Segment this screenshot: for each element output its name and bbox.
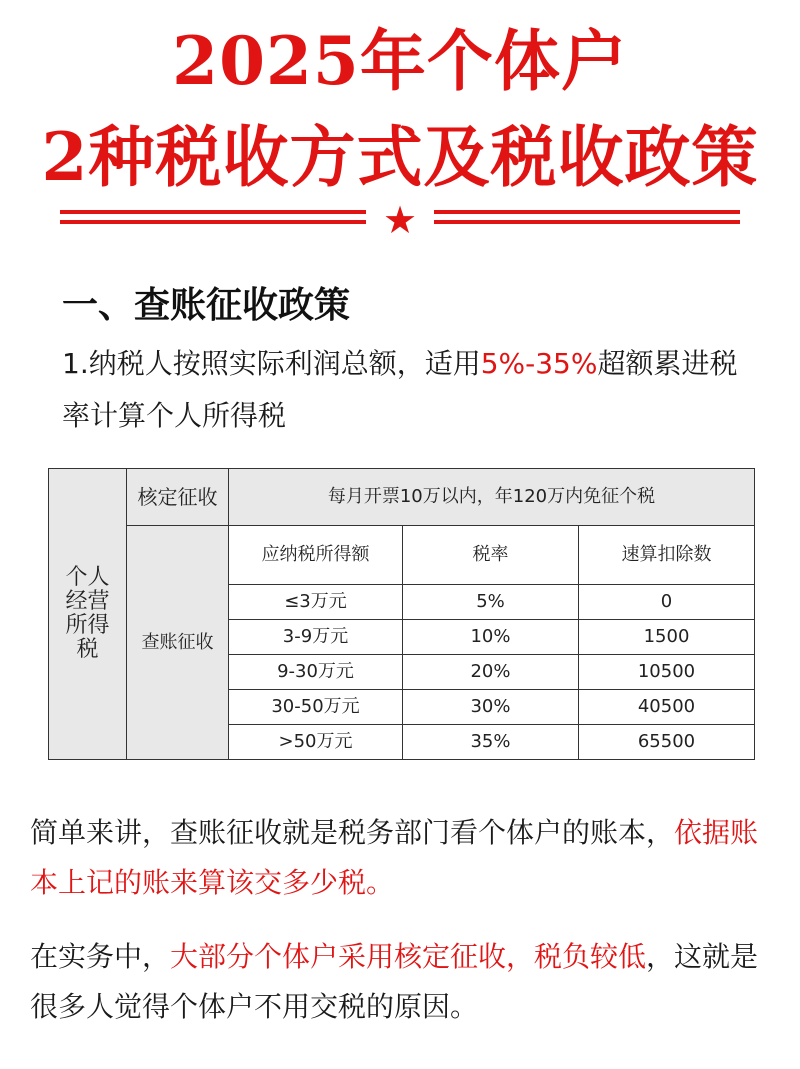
rate-cell: 10% <box>403 620 579 655</box>
practice-text-2: ，这就是很多人觉得个体户不用交税的原因。 <box>30 940 759 1023</box>
category-label: 个人经营所得税 <box>65 565 110 662</box>
divider-bar-left-top <box>60 210 366 214</box>
deduction-cell: 40500 <box>579 690 755 725</box>
intro-text-2: 超额累进税率计算个人所得税 <box>62 347 738 432</box>
header-quick-deduction: 速算扣除数 <box>579 526 755 585</box>
income-cell: 9-30万元 <box>229 655 403 690</box>
page-title-line2: 2种税收方式及税收政策 <box>41 118 759 196</box>
income-cell: >50万元 <box>229 725 403 760</box>
deduction-cell: 0 <box>579 585 755 620</box>
income-cell: 3-9万元 <box>229 620 403 655</box>
header-taxable-income: 应纳税所得额 <box>229 526 403 585</box>
practice-highlight: 大部分个体户采用核定征收，税负较低 <box>170 940 647 973</box>
deduction-cell: 1500 <box>579 620 755 655</box>
deduction-cell: 10500 <box>579 655 755 690</box>
rate-cell: 5% <box>403 585 579 620</box>
category-cell <box>49 469 127 760</box>
income-cell: ≤3万元 <box>229 585 403 620</box>
title-divider <box>60 198 740 242</box>
verified-method-cell: 核定征收 <box>127 469 229 526</box>
intro-rate-highlight: 5%-35% <box>480 347 598 380</box>
header-tax-rate: 税率 <box>403 526 579 585</box>
income-cell: 30-50万元 <box>229 690 403 725</box>
practice-paragraph <box>30 932 770 1032</box>
audit-method-cell: 查账征收 <box>127 526 229 760</box>
rate-cell: 20% <box>403 655 579 690</box>
explanation-highlight: 依据账本上记的账来算该交多少税。 <box>30 816 759 899</box>
page-title-line1: 2025年个体户 <box>172 22 628 100</box>
deduction-cell: 65500 <box>579 725 755 760</box>
intro-text-1: 1.纳税人按照实际利润总额，适用 <box>62 347 481 380</box>
section-heading: 一、查账征收政策 <box>62 285 351 326</box>
rate-cell: 30% <box>403 690 579 725</box>
tax-rate-table <box>48 468 755 760</box>
practice-text-1: 在实务中， <box>30 940 171 973</box>
divider-bar-left-bottom <box>60 220 366 224</box>
table-header-row <box>49 526 755 585</box>
divider-bar-right-bottom <box>434 220 740 224</box>
rate-cell: 35% <box>403 725 579 760</box>
divider-bar-right-top <box>434 210 740 214</box>
verified-note-cell: 每月开票10万以内，年120万内免征个税 <box>229 469 755 526</box>
explanation-paragraph <box>30 808 770 908</box>
section-intro <box>62 338 752 442</box>
table-row <box>49 469 755 526</box>
explanation-text: 简单来讲，查账征收就是税务部门看个体户的账本， <box>30 816 675 849</box>
star-icon: ★ <box>382 198 418 242</box>
